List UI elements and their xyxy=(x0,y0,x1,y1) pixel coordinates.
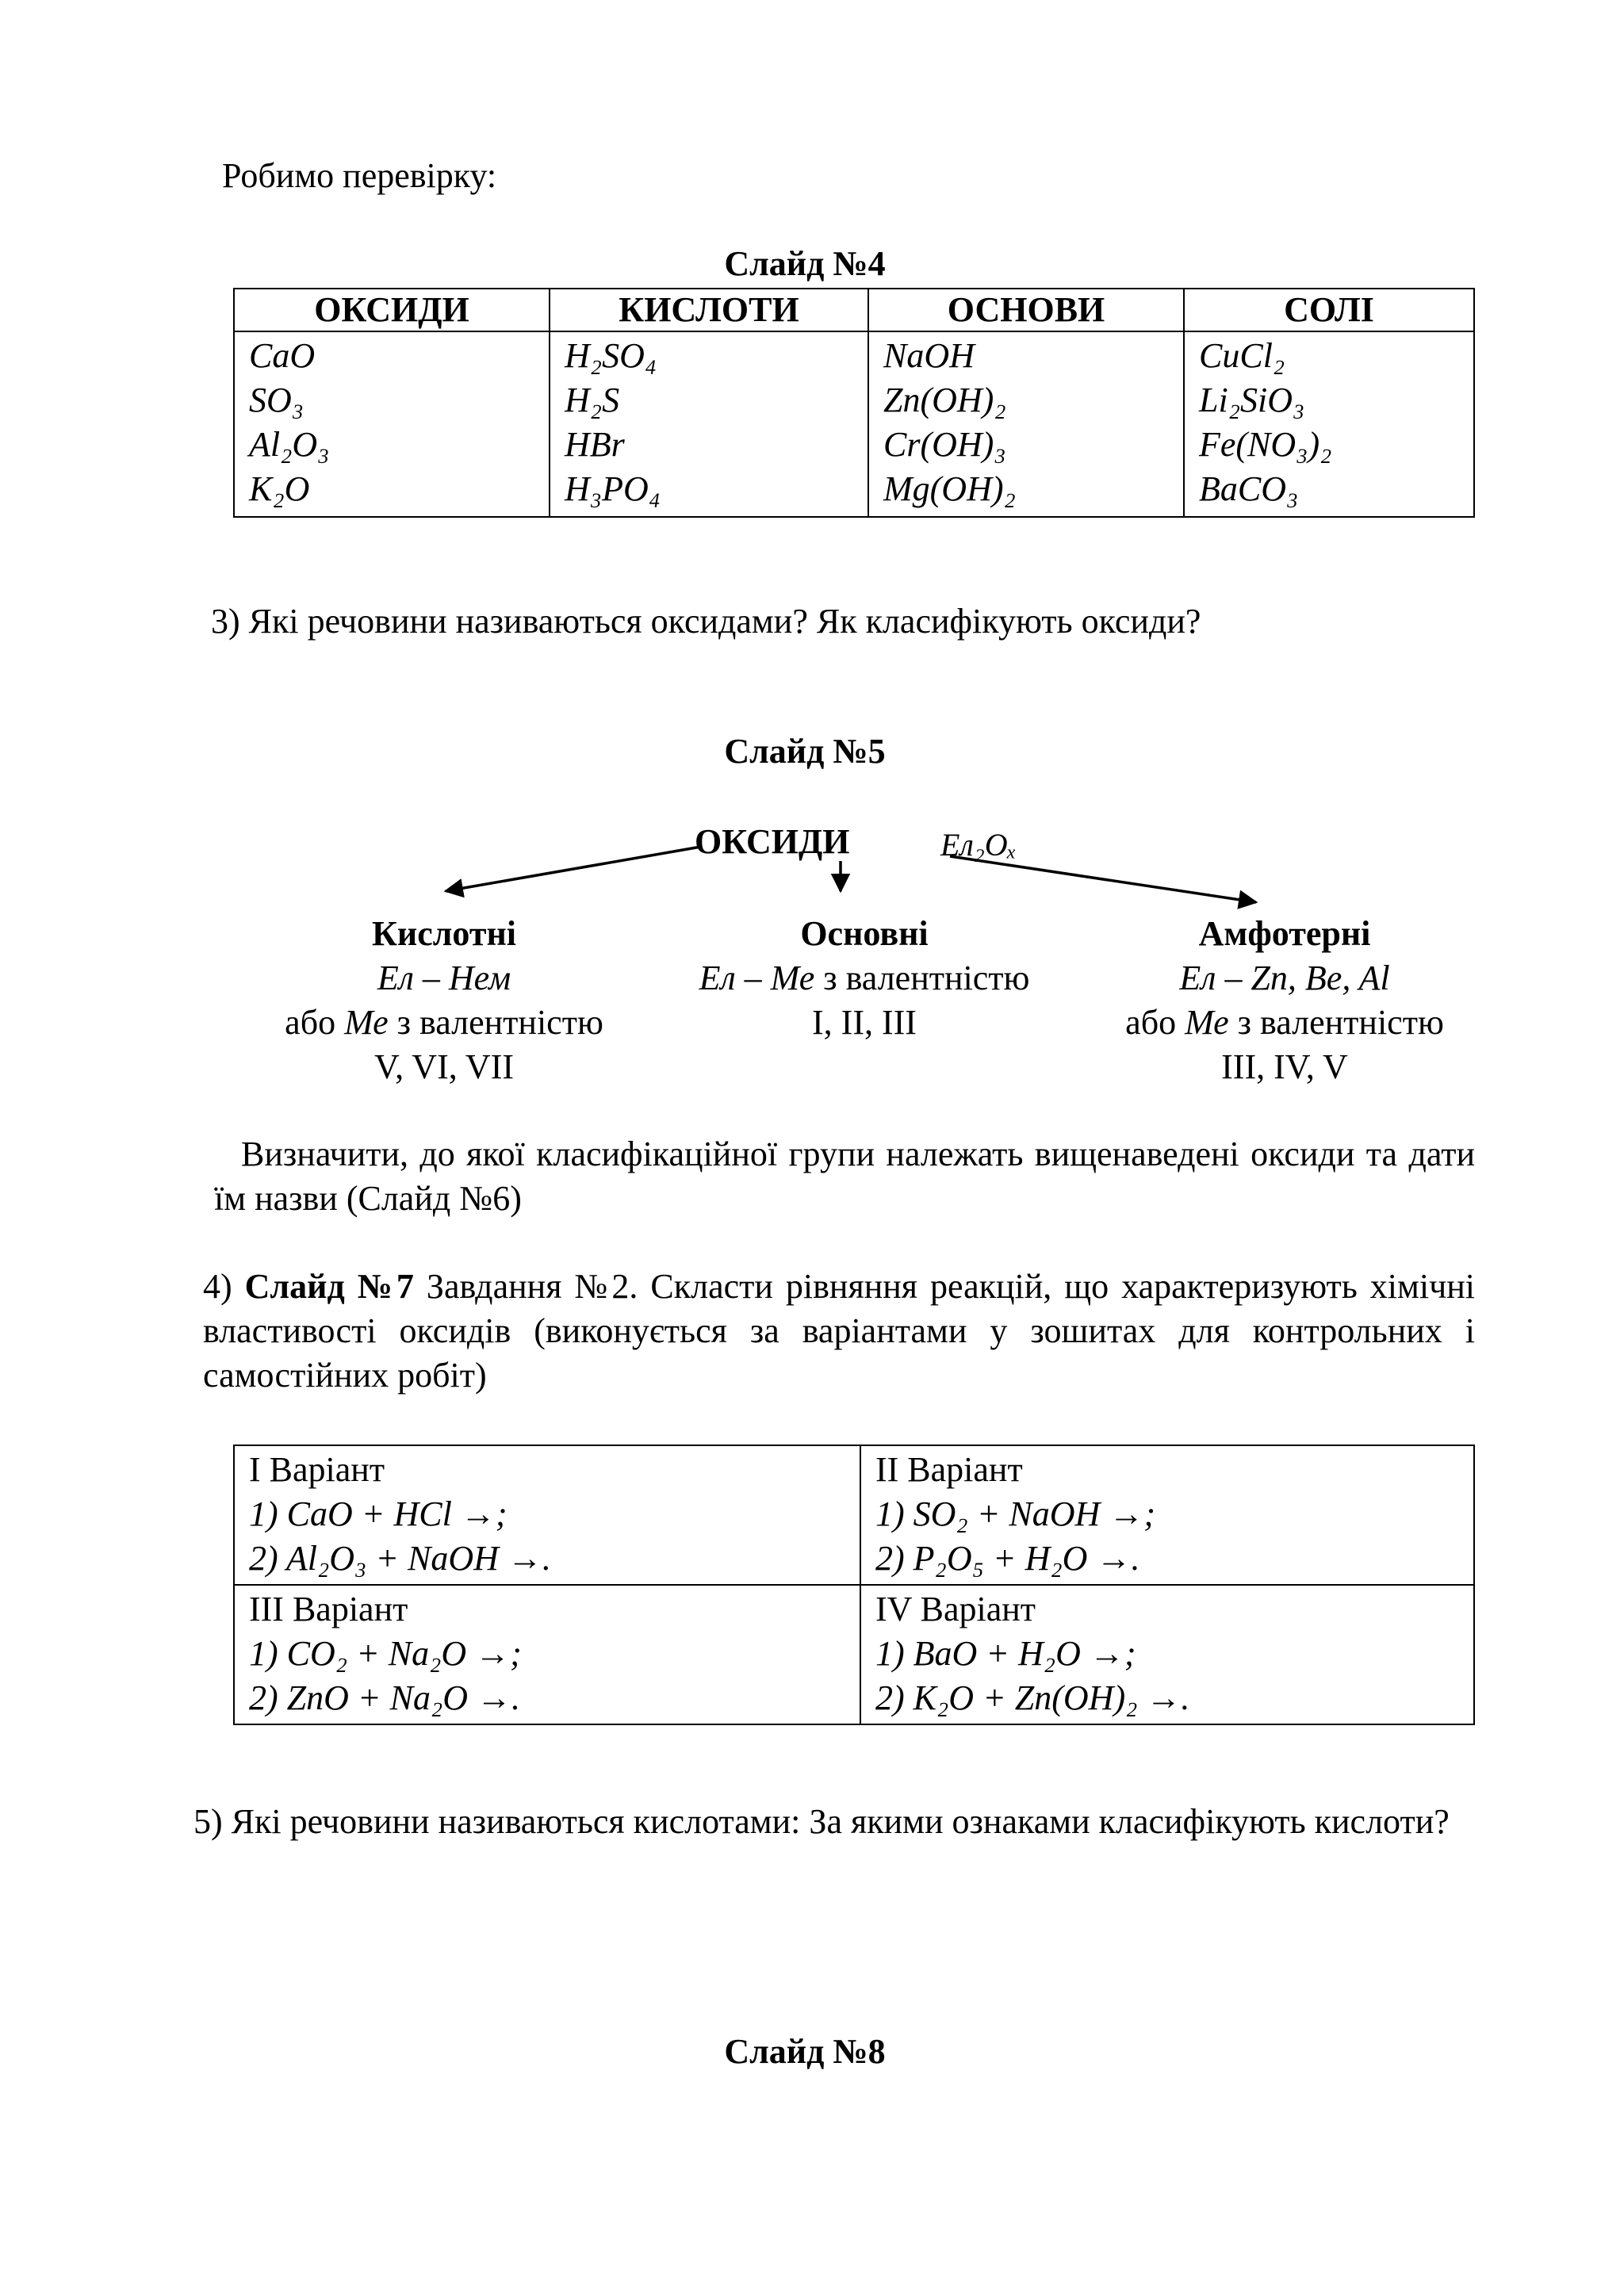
basic-oxides-column xyxy=(658,912,1071,1045)
variant-equation: 2) P₂O₅ + H₂O →. xyxy=(875,1539,1140,1578)
list-item: Zn(OH)₂ xyxy=(883,381,1006,419)
header-oxides: ОКСИДИ xyxy=(234,289,550,331)
header-acids: КИСЛОТИ xyxy=(550,289,868,331)
question-4-number: 4) xyxy=(203,1267,245,1306)
variant-cell xyxy=(234,1585,860,1724)
list-item: H₂S xyxy=(565,381,620,419)
variant-equation: 2) K₂O + Zn(OH)₂ →. xyxy=(875,1678,1190,1717)
oxides-root-label: ОКСИДИ xyxy=(695,822,850,861)
variant-title: IV Варіант xyxy=(875,1590,1036,1628)
list-item: CaO xyxy=(249,336,316,375)
amphoteric-rule: Ел – Zn, Be, Al xyxy=(1179,959,1390,997)
variant-title: I Варіант xyxy=(249,1450,385,1489)
list-item: H₃PO₄ xyxy=(565,469,661,508)
variant-cell xyxy=(860,1445,1474,1585)
variant-title: III Варіант xyxy=(249,1590,408,1628)
variant-equation: 1) BaO + H₂O →; xyxy=(875,1634,1136,1673)
list-item: Li₂SiO₃ xyxy=(1199,381,1305,419)
oxide-general-formula: Ел₂Oₓ xyxy=(940,827,1017,863)
variant-equation: 1) CO₂ + Na₂O →; xyxy=(249,1634,522,1673)
question-5: 5) Які речовини називаються кислотами: За якими ознаками класифікують кислоти? xyxy=(193,1802,1450,1841)
acidic-title: Кислотні xyxy=(371,914,517,953)
variant-cell xyxy=(860,1585,1474,1724)
amphoteric-alt-rule: або Ме з валентністю xyxy=(1125,1003,1444,1042)
intro-text: Робимо перевірку: xyxy=(222,156,497,195)
list-item: Cr(OH)₃ xyxy=(883,425,1006,464)
amphoteric-oxides-column xyxy=(1094,912,1475,1089)
acidic-oxides-column xyxy=(254,912,634,1089)
arrow-to-acidic xyxy=(446,847,701,891)
list-item: BaCO₃ xyxy=(1199,469,1299,508)
list-item: Mg(OH)₂ xyxy=(883,469,1016,508)
list-item: H₂SO₄ xyxy=(565,336,657,375)
question-4-slide: Слайд №7 xyxy=(244,1267,414,1306)
acidic-valence: V, VI, VII xyxy=(373,1047,515,1086)
variant-equation: 1) SO₂ + NaOH →; xyxy=(875,1494,1155,1533)
question-3: 3) Які речовини називаються оксидами? Як класифікують оксиди? xyxy=(211,602,1201,641)
basic-valence: I, II, III xyxy=(812,1003,917,1042)
acidic-alt-rule: або Ме з валентністю xyxy=(285,1003,603,1042)
basic-rule: Ел – Ме з валентністю xyxy=(699,959,1030,997)
variants-table xyxy=(233,1445,1475,1725)
table-row xyxy=(234,1585,1474,1724)
amphoteric-title: Амфотерні xyxy=(1198,914,1371,953)
list-item: Al₂O₃ xyxy=(249,425,330,464)
variant-equation: 2) Al₂O₃ + NaOH →. xyxy=(249,1539,551,1578)
slide4-title: Слайд №4 xyxy=(724,244,886,283)
slide5-title: Слайд №5 xyxy=(724,732,886,771)
question-4 xyxy=(203,1265,1475,1398)
classify-task: Визначити, до якої класифікаційної групи належать вищенаведені оксиди та дати їм назви (Слайд №6) xyxy=(214,1135,1475,1218)
variant-equation: 1) CaO + HCl →; xyxy=(249,1494,508,1533)
variant-equation: 2) ZnO + Na₂O →. xyxy=(249,1678,521,1717)
acidic-rule: Ел – Нем xyxy=(377,959,511,997)
list-item: Fe(NO₃)₂ xyxy=(1199,425,1332,464)
question-4-text: Завдання №2. Скласти рівняння реакцій, що характеризують хімічні властивості оксидів (виконується за варіантами у зошитах для контрольних і самостійних робіт) xyxy=(203,1267,1475,1395)
list-item: K₂O xyxy=(249,469,310,508)
basic-title: Основні xyxy=(800,914,929,953)
header-bases: ОСНОВИ xyxy=(868,289,1184,331)
amphoteric-valence: III, IV, V xyxy=(1221,1047,1348,1086)
arrow-to-amphoteric xyxy=(950,856,1256,902)
header-salts: СОЛІ xyxy=(1184,289,1474,331)
table-row xyxy=(234,1445,1474,1585)
list-item: CuCl₂ xyxy=(1199,336,1285,375)
variant-cell xyxy=(234,1445,860,1585)
variant-title: II Варіант xyxy=(875,1450,1023,1489)
list-item: NaOH xyxy=(883,336,975,375)
list-item: HBr xyxy=(565,425,625,464)
slide8-title: Слайд №8 xyxy=(724,2032,886,2071)
list-item: SO₃ xyxy=(249,381,304,419)
